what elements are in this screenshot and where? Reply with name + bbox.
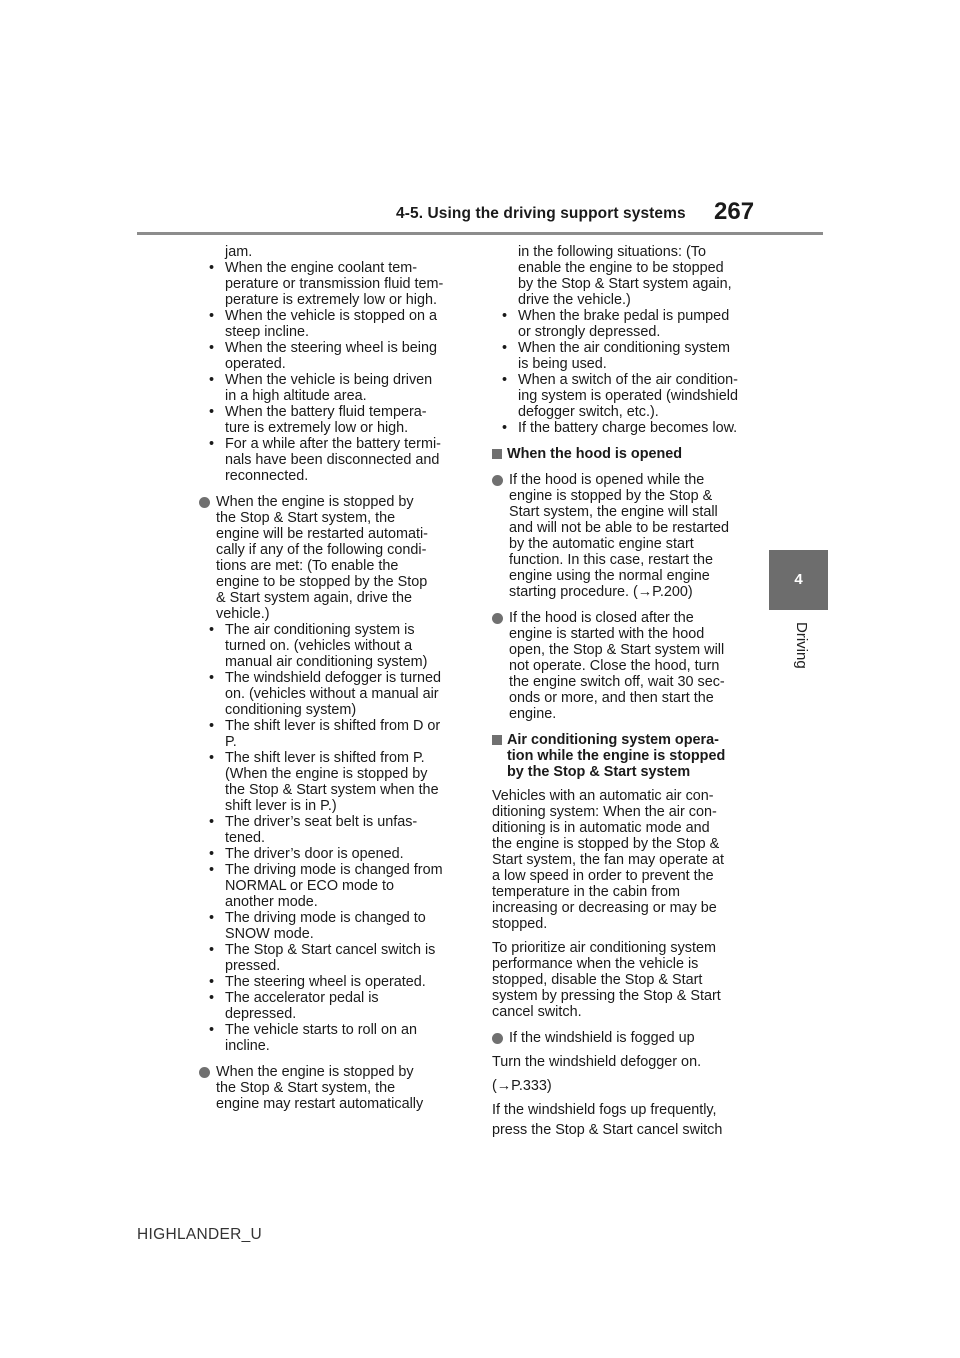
bullet-mark: •: [209, 436, 215, 452]
chapter-label: Driving: [793, 622, 810, 669]
bullet-mark: •: [502, 420, 508, 436]
list-item: • The air conditioning system is turned on. (vehicles without a manual air conditioning system): [209, 622, 428, 670]
list-item: • When the steering wheel is being operated.: [209, 340, 437, 372]
circle-note: If the hood is opened while the engine is stopped by the Stop & Start system, the engine will stall and will not be able to be restarted by the automatic engine start function. In this case, restart the engine using the normal engine starting procedure. (→P.200): [492, 472, 768, 600]
list-item: • The shift lever is shifted from P. (When the engine is stopped by the Stop & Start system when the shift lever is in P.): [209, 750, 439, 814]
bullet-mark: •: [209, 718, 215, 734]
bullet-mark: •: [209, 372, 215, 388]
list-item: • If the battery charge becomes low.: [502, 420, 738, 436]
page-reference: (→P.333): [492, 1078, 552, 1094]
list-item: • The driver’s seat belt is unfas- tened.: [209, 814, 418, 846]
circle-note: If the hood is closed after the engine is started with the hood open, the Stop & Start system will not operate. Close the hood, turn the engine switch off, wait 30 sec- onds or more, and then start the engine.: [492, 610, 768, 722]
bullet-mark: •: [209, 990, 215, 1006]
circle-bullet-icon: [199, 1067, 210, 1078]
section-heading: Air conditioning system opera- tion while the engine is stopped by the Stop & Start system: [492, 732, 768, 780]
section-title: 4-5. Using the driving support systems: [396, 205, 686, 222]
bullet-mark: •: [209, 942, 215, 958]
bullet-mark: •: [209, 750, 215, 766]
page-number: 267: [714, 198, 755, 225]
bullet-mark: •: [209, 260, 215, 276]
bullet-mark: •: [209, 814, 215, 830]
paragraph: press the Stop & Start cancel switch: [492, 1122, 723, 1138]
list-item: • When the vehicle is stopped on a steep incline.: [209, 308, 437, 340]
square-bullet-icon: [492, 449, 502, 459]
paragraph: Turn the windshield defogger on.: [492, 1054, 702, 1070]
list-item: • When the brake pedal is pumped or strongly depressed.: [502, 308, 730, 340]
bullet-mark: •: [209, 340, 215, 356]
circle-note: When the engine is stopped by the Stop & Start system, the engine will be restarted automati- cally if any of the following condi- tions are met: (To enable the engine to be stopped by the Stop & Start system again, drive the vehicle.): [199, 494, 475, 622]
list-item: • The Stop & Start cancel switch is pressed.: [209, 942, 436, 974]
paragraph: Vehicles with an automatic air con- ditioning system: When the air con- ditioning is in automatic mode and the engine is stopped by the Stop & Start system, the fan may operate at a low speed in order to prevent the temperature in the cabin from increasing or decreasing or may be stopped.: [492, 788, 724, 932]
circle-bullet-icon: [492, 475, 503, 486]
bullet-mark: •: [209, 308, 215, 324]
list-item: • The shift lever is shifted from D or P.: [209, 718, 441, 750]
list-item: • For a while after the battery termi- nals have been disconnected and reconnected.: [209, 436, 441, 484]
bullet-mark: •: [209, 862, 215, 878]
bullet-mark: •: [209, 974, 215, 990]
bullet-mark: •: [209, 404, 215, 420]
circle-note: When the engine is stopped by the Stop & Start system, the engine may restart automatically: [199, 1064, 475, 1112]
bullet-mark: •: [209, 846, 215, 862]
bullet-mark: •: [502, 308, 508, 324]
paragraph: To prioritize air conditioning system performance when the vehicle is stopped, disable the Stop & Start system by pressing the Stop & Start cancel switch.: [492, 940, 721, 1020]
list-item: • The vehicle starts to roll on an incline.: [209, 1022, 417, 1054]
list-item: • The steering wheel is operated.: [209, 974, 426, 990]
circle-bullet-icon: [492, 613, 503, 624]
circle-bullet-icon: [199, 497, 210, 508]
list-item: • The driving mode is changed to SNOW mode.: [209, 910, 426, 942]
bullet-list-a: [199, 260, 475, 484]
chapter-tab: 4: [769, 550, 828, 610]
square-bullet-icon: [492, 735, 502, 745]
section-heading: When the hood is opened: [492, 446, 768, 462]
list-item: • The windshield defogger is turned on. (vehicles without a manual air conditioning system): [209, 670, 441, 718]
bullet-list-b: [199, 622, 475, 1054]
header-rule: [137, 232, 823, 235]
bullet-mark: •: [209, 670, 215, 686]
list-item: • When the engine coolant tem- perature or transmission fluid tem- perature is extremely low or high.: [209, 260, 444, 308]
bullet-mark: •: [209, 910, 215, 926]
bullet-mark: •: [502, 340, 508, 356]
list-item: • When a switch of the air condition- ing system is operated (windshield defogger switch, etc.).: [502, 372, 738, 420]
list-item: • When the battery fluid tempera- ture is extremely low or high.: [209, 404, 427, 436]
list-item: • The accelerator pedal is depressed.: [209, 990, 379, 1022]
circle-bullet-icon: [492, 1033, 503, 1044]
paragraph: If the windshield fogs up frequently,: [492, 1102, 717, 1118]
list-item: • When the vehicle is being driven in a high altitude area.: [209, 372, 433, 404]
bullet-mark: •: [209, 622, 215, 638]
list-item: • The driver’s door is opened.: [209, 846, 404, 862]
list-item: • When the air conditioning system is being used.: [502, 340, 730, 372]
bullet-mark: •: [502, 372, 508, 388]
bullet-mark: •: [209, 1022, 215, 1038]
continuation-text: in the following situations: (To enable the engine to be stopped by the Stop & Start system again, drive the vehicle.): [518, 244, 732, 308]
bullet-list: [492, 308, 768, 436]
document-code: HIGHLANDER_U: [137, 1226, 263, 1243]
continuation-text: jam.: [225, 244, 253, 260]
circle-note: If the windshield is fogged up: [492, 1030, 768, 1046]
left-column: [199, 244, 475, 1112]
list-item: • The driving mode is changed from NORMAL or ECO mode to another mode.: [209, 862, 443, 910]
right-column: [492, 244, 768, 1138]
